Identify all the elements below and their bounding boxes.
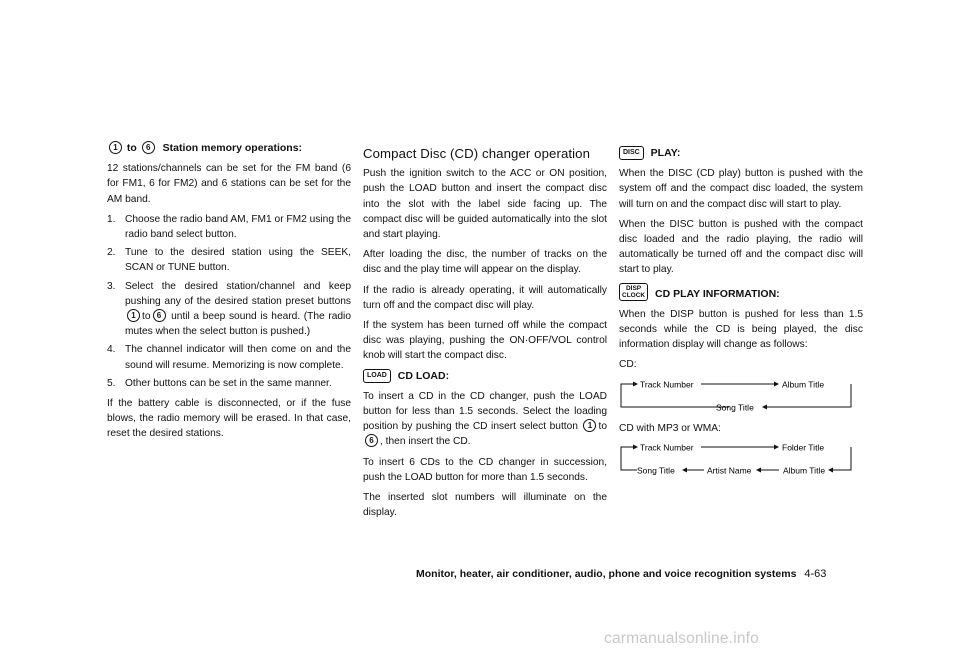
cd-paragraph-2: After loading the disc, the number of tracks on the disc and the play time will appear on the display. [363, 249, 607, 276]
cd-paragraph-6: To insert 6 CDs to the CD changer in succession, push the LOAD button for more than 1.5 seconds. [363, 456, 607, 483]
step-text: The channel indicator will then come on and the sound will resume. Memorizing is now complete. [125, 344, 351, 371]
station-memory-intro: 12 stations/channels can be set for the FM band (6 for FM1, 6 for FM2) and 6 stations can be set for the AM band. [107, 163, 351, 205]
station-memory-heading [107, 141, 351, 156]
flow-song-title: Song Title [716, 402, 754, 413]
p5-text: to [598, 421, 607, 433]
play-paragraph-2: When the DISC button is pushed with the compact disc loaded and the radio playing, the radio will automatically be turned off and the compact disc will start to play. [619, 218, 863, 276]
flow-song-title: Song Title [637, 465, 675, 476]
column-station-memory [107, 141, 351, 447]
play-heading [619, 146, 863, 161]
step-number: 1. [107, 213, 116, 225]
preset-6-icon: 6 [142, 141, 155, 154]
step-text: Choose the radio band AM, FM1 or FM2 using the radio band select button. [125, 213, 351, 241]
play-title: PLAY: [650, 147, 681, 159]
cd-label: CD: [619, 359, 637, 371]
watermark: carmanualsonline.info [604, 630, 759, 647]
p5-text: , then insert the CD. [380, 436, 471, 448]
cd-paragraph-7: The inserted slot numbers will illuminate on the display. [363, 492, 607, 519]
disp-label: DISP [625, 284, 642, 292]
load-button-icon: LOAD [363, 369, 391, 383]
play-paragraph-1: When the DISC (CD play) button is pushed with the system off and the compact disc loaded, the system will turn on and the compact disc will start to play. [619, 168, 863, 210]
mp3-label: CD with MP3 or WMA: [619, 422, 721, 434]
heading-title: Station memory operations: [162, 142, 303, 154]
flow-folder-title: Folder Title [782, 442, 825, 453]
station-memory-outro: If the battery cable is disconnected, or if the fuse blows, the radio memory will be erased. In that case, reset the desired stations. [107, 398, 351, 440]
step-text: Tune to the desired station using the SEEK, SCAN or TUNE button. [125, 247, 351, 274]
cd-load-heading [363, 369, 607, 384]
preset-1-icon: 1 [109, 141, 122, 154]
page-footer [416, 568, 826, 580]
cd-paragraph-5 [363, 389, 607, 450]
footer-section-title: Monitor, heater, air conditioner, audio, phone and voice recognition systems [416, 568, 797, 580]
column-cd-play [619, 141, 863, 484]
preset-1-icon: 1 [127, 309, 140, 322]
step-item [107, 342, 351, 372]
cd-paragraph-3: If the radio is already operating, it will automatically turn off and the compact disc will play. [363, 284, 607, 311]
disp-clock-button-icon [619, 283, 648, 301]
flow-track-number: Track Number [640, 442, 694, 453]
clock-label: CLOCK [622, 291, 646, 299]
step-text: until a beep sound is heard. (The radio mutes when the select button is pushed.) [125, 311, 351, 338]
mp3-flow-diagram [619, 442, 853, 476]
cd-load-title: CD LOAD: [397, 369, 450, 382]
cd-paragraph-4: If the system has been turned off while the compact disc was playing, pushing the ON·OFF/VOL control knob will start the compact disc. [363, 320, 607, 362]
preset-6-icon: 6 [365, 434, 378, 447]
step-item [107, 212, 351, 242]
cd-flow-diagram [619, 379, 853, 413]
step-number: 3. [107, 280, 116, 292]
info-heading [619, 283, 863, 302]
step-text: Other buttons can be set in the same manner. [125, 377, 332, 389]
section-title: Compact Disc (CD) changer operation [363, 146, 591, 161]
preset-6-icon: 6 [153, 309, 166, 322]
p5-text: To insert a CD in the CD changer, push the LOAD button for less than 1.5 seconds. Select the loading position by pushing the CD insert select button [363, 390, 607, 433]
heading-to: to [126, 142, 137, 154]
cd-paragraph-1: Push the ignition switch to the ACC or ON position, push the LOAD button and insert the compact disc into the slot with the label side facing up. The compact disc will be guided automatically into the slot and start playing. [363, 168, 607, 241]
flow-album-title: Album Title [782, 379, 825, 390]
info-paragraph: When the DISP button is pushed for less than 1.5 seconds while the CD is being played, the disc information display will change as follows: [619, 308, 863, 351]
station-memory-steps [107, 212, 351, 391]
step-item [107, 376, 351, 391]
step-number: 2. [107, 247, 116, 259]
column-cd-changer [363, 146, 607, 525]
disc-button-icon: DISC [619, 146, 644, 160]
step-text: to [142, 311, 151, 323]
flow-track-number: Track Number [640, 379, 694, 390]
preset-1-icon: 1 [583, 419, 596, 432]
step-number: 5. [107, 377, 116, 389]
info-title: CD PLAY INFORMATION: [655, 287, 780, 300]
step-item [107, 245, 351, 275]
flow-artist-name: Artist Name [707, 465, 752, 476]
step-number: 4. [107, 344, 116, 356]
step-text: Select the desired station/channel and keep pushing any of the desired station preset buttons [125, 280, 351, 307]
step-item [107, 279, 351, 340]
flow-album-title: Album Title [783, 465, 826, 476]
page-number: 4-63 [804, 568, 827, 580]
